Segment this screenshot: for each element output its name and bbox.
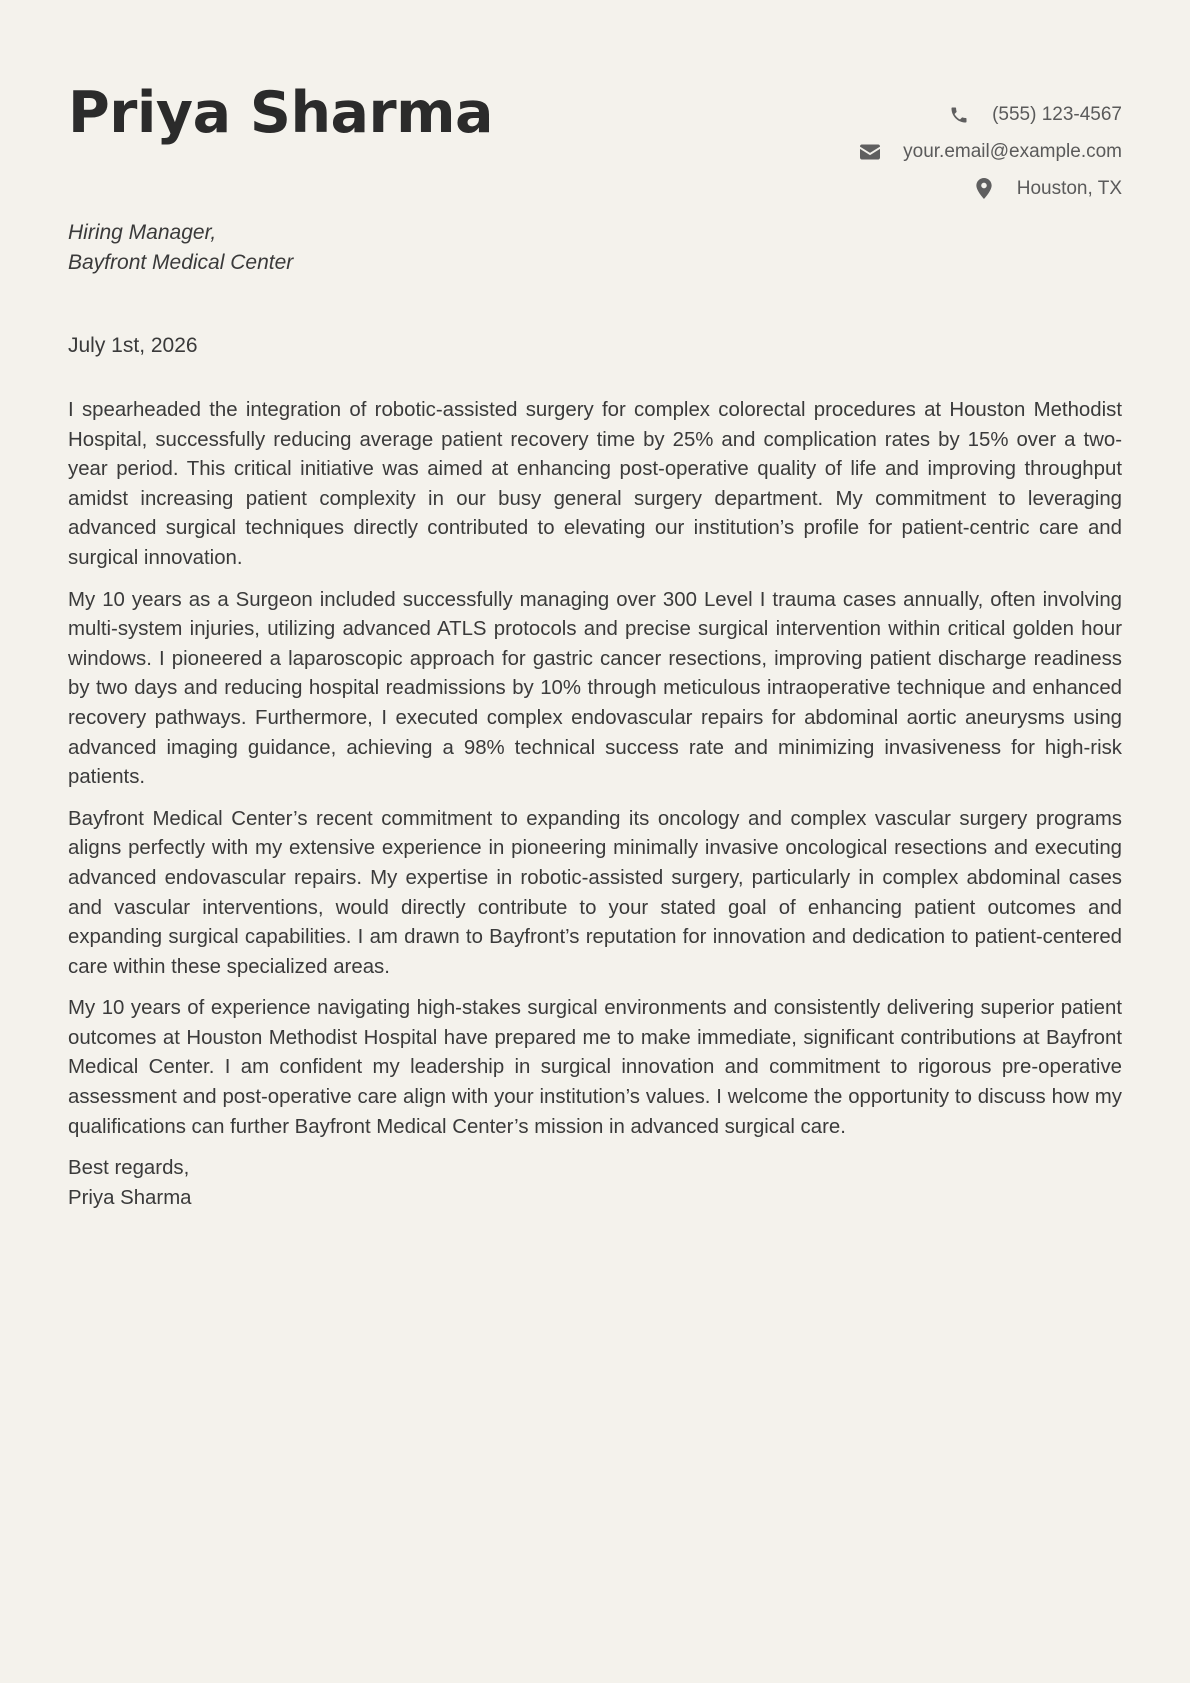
contact-email xyxy=(859,133,1122,170)
phone-number: (555) 123-4567 xyxy=(992,103,1122,125)
body-paragraph-2: My 10 years as a Surgeon included successfully managing over 300 Level I trauma cases annually, often involving multi-system injuries, utilizing advanced ATLS protocols and precise surgical intervention within critical golden hour windows. I pioneered a laparoscopic approach for gastric cancer resections, improving patient discharge readiness by two days and reducing hospital readmissions by 10% through meticulous intraoperative technique and enhanced recovery pathways. Furthermore, I executed complex endovascular repairs for abdominal aortic aneurysms using advanced imaging guidance, achieving a 98% technical success rate and minimizing invasiveness for high-risk patients. xyxy=(68,588,1122,789)
contact-location xyxy=(859,170,1122,207)
contact-phone xyxy=(859,96,1122,133)
contact-info xyxy=(859,96,1122,207)
recipient-block xyxy=(68,218,293,278)
letter-header xyxy=(68,0,1122,200)
body-paragraph-4: My 10 years of experience navigating high-stakes surgical environments and consistently delivering superior patient outcomes at Houston Methodist Hospital have prepared me to make immediate, significant contributions at Bayfront Medical Center. I am confident my leadership in surgical innovation and commitment to rigorous pre-operative assessment and post-operative care align with your institution’s values. I welcome the opportunity to discuss how my qualifications can further Bayfront Medical Center’s mission in advanced surgical care. xyxy=(68,997,1122,1138)
body-paragraph-3: Bayfront Medical Center’s recent commitment to expanding its oncology and complex vascular surgery programs aligns perfectly with my extensive experience in pioneering minimally invasive oncological resections and executing advanced endovascular repairs. My expertise in robotic-assisted surgery, particularly in complex abdominal cases and vascular interventions, would directly contribute to your stated goal of enhancing patient outcomes and expanding surgical capabilities. I am drawn to Bayfront’s reputation for innovation and dedication to patient-centered care within these specialized areas. xyxy=(68,807,1122,978)
applicant-name: Priya Sharma xyxy=(68,80,493,146)
body-paragraph-1: I spearheaded the integration of robotic-assisted surgery for complex colorectal procedures at Houston Methodist Hospital, successfully reducing average patient recovery time by 25% and complication rates by 15% over a two-year period. This critical initiative was aimed at enhancing post-operative quality of life and improving throughput amidst increasing patient complexity in our busy general surgery department. My commitment to leveraging advanced surgical techniques directly contributed to elevating our institution’s profile for patient-centric care and surgical innovation. xyxy=(68,399,1122,569)
closing-block xyxy=(68,1154,1122,1213)
recipient-line-1: Hiring Manager, xyxy=(68,221,217,244)
location-pin-icon xyxy=(973,178,995,200)
location-text: Houston, TX xyxy=(1016,177,1122,199)
letter-body xyxy=(68,396,1122,1213)
closing-salutation: Best regards, xyxy=(68,1157,190,1180)
phone-icon xyxy=(948,104,970,126)
email-address: your.email@example.com xyxy=(903,140,1122,162)
letter-date: July 1st, 2026 xyxy=(68,334,198,357)
envelope-icon xyxy=(859,141,881,163)
closing-signature: Priya Sharma xyxy=(68,1186,192,1209)
recipient-line-2: Bayfront Medical Center xyxy=(68,251,294,274)
